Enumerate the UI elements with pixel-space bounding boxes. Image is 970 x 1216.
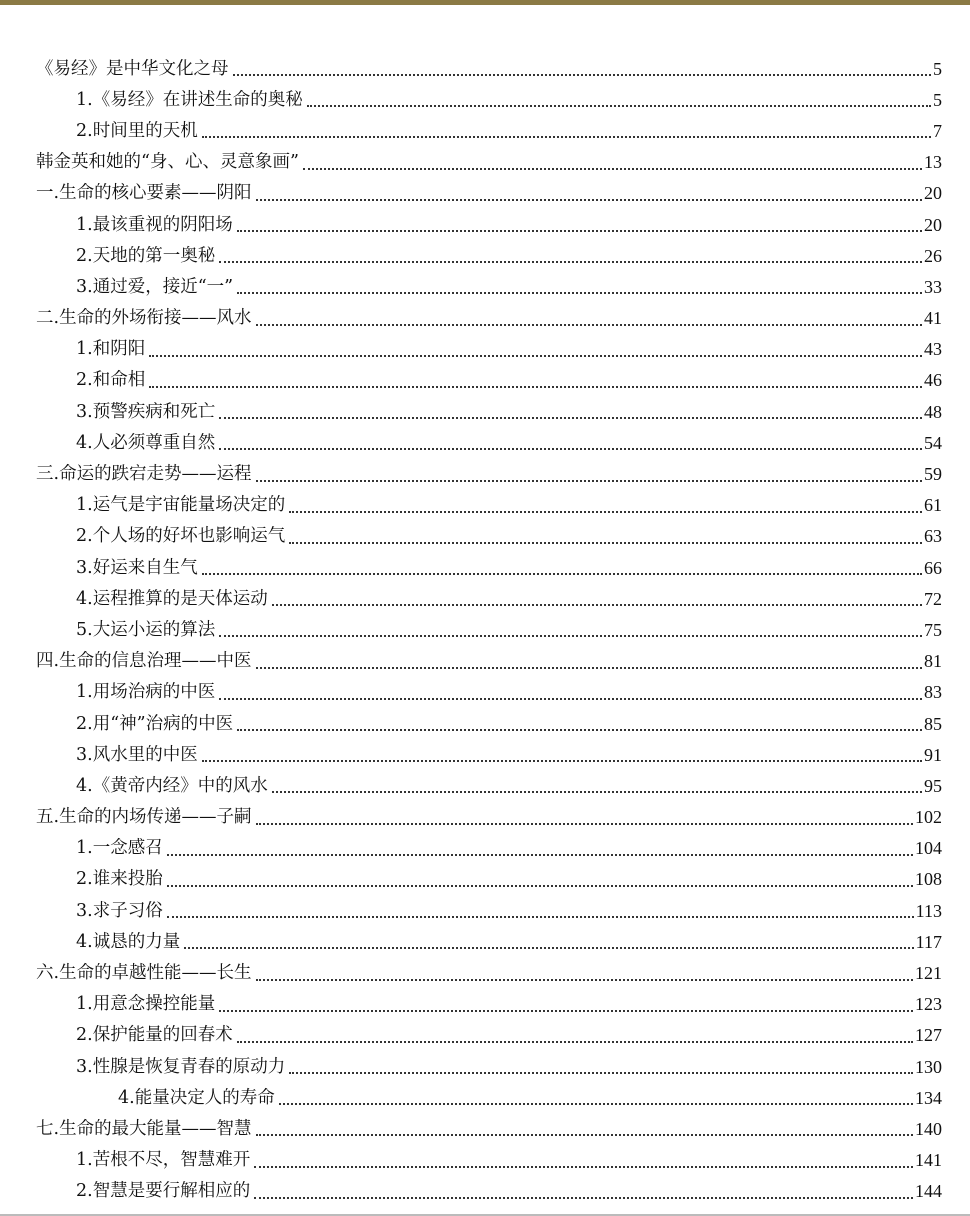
toc-entry[interactable]: [76, 271, 942, 302]
dot-leader: [237, 229, 922, 232]
toc-entry-page-number: 48: [924, 401, 942, 422]
dot-leader: [256, 198, 922, 201]
toc-entry[interactable]: [36, 802, 942, 833]
toc-entry-title: 1.用场治病的中医: [76, 682, 216, 703]
toc-entry-page-number: 104: [915, 838, 942, 859]
toc-entry-page-number: 5: [933, 89, 942, 110]
toc-entry-title: 1.一念感召: [76, 838, 163, 859]
toc-entry[interactable]: [76, 84, 942, 115]
toc-entry-title: 4.人必须尊重自然: [76, 432, 216, 453]
toc-entry[interactable]: [76, 614, 942, 645]
toc-entry[interactable]: [118, 1082, 942, 1113]
dot-leader: [149, 354, 922, 357]
toc-entry-title: 2.智慧是要行解相应的: [76, 1181, 251, 1202]
toc-entry-title: 2.个人场的好坏也影响运气: [76, 526, 286, 547]
dot-leader: [272, 790, 922, 793]
toc-entry-page-number: 108: [915, 869, 942, 890]
dot-leader: [279, 1102, 913, 1105]
toc-entry-page-number: 91: [924, 744, 942, 765]
dot-leader: [149, 385, 922, 388]
toc-entry[interactable]: [36, 178, 942, 209]
toc-entry-title: 2.谁来投胎: [76, 869, 163, 890]
toc-entry-title: 5.大运小运的算法: [76, 619, 216, 640]
toc-entry-page-number: 127: [915, 1025, 942, 1046]
dot-leader: [256, 978, 913, 981]
toc-entry-page-number: 117: [915, 931, 942, 952]
toc-entry[interactable]: [36, 303, 942, 334]
toc-entry-title: 1.苦根不尽，智慧难开: [76, 1150, 251, 1171]
toc-entry[interactable]: [76, 521, 942, 552]
dot-leader: [272, 603, 922, 606]
toc-entry-page-number: 46: [924, 370, 942, 391]
toc-entry[interactable]: [36, 1113, 942, 1144]
toc-entry-title: 3.好运来自生气: [76, 557, 198, 578]
toc-entry-title: 2.用“神”治病的中医: [76, 713, 234, 734]
toc-entry-title: 4.诚恳的力量: [76, 931, 181, 952]
dot-leader: [237, 1040, 913, 1043]
dot-leader: [256, 1133, 913, 1136]
toc-entry-page-number: 5: [933, 58, 942, 79]
dot-leader: [307, 104, 931, 107]
toc-entry-title: 三.命运的跌宕走势——运程: [36, 464, 252, 485]
toc-entry[interactable]: [36, 147, 942, 178]
toc-entry[interactable]: [76, 926, 942, 957]
dot-leader: [184, 946, 913, 949]
toc-entry[interactable]: [76, 490, 942, 521]
toc-entry[interactable]: [76, 1020, 942, 1051]
toc-entry-page-number: 140: [915, 1118, 942, 1139]
dot-leader: [219, 416, 922, 419]
toc-entry-page-number: 144: [915, 1181, 942, 1202]
toc-entry[interactable]: [76, 583, 942, 614]
toc-entry-title: 3.性腺是恢复青春的原动力: [76, 1056, 286, 1077]
toc-entry[interactable]: [76, 895, 942, 926]
dot-leader: [254, 1165, 913, 1168]
toc-entry[interactable]: [36, 458, 942, 489]
toc-entry-page-number: 59: [924, 464, 942, 485]
toc-entry[interactable]: [76, 427, 942, 458]
toc-entry[interactable]: [76, 1051, 942, 1082]
dot-leader: [219, 1009, 913, 1012]
toc-entry-title: 2.天地的第一奥秘: [76, 245, 216, 266]
toc-entry-title: 3.预警疾病和死亡: [76, 401, 216, 422]
toc-entry-page-number: 72: [924, 588, 942, 609]
table-of-contents: [0, 53, 970, 1207]
toc-entry-title: 3.通过爱，接近“一”: [76, 276, 234, 297]
dot-leader: [233, 73, 932, 76]
toc-entry-title: 1.《易经》在讲述生命的奥秘: [76, 89, 303, 110]
dot-leader: [237, 291, 922, 294]
toc-entry-page-number: 20: [924, 214, 942, 235]
toc-entry-page-number: 81: [924, 651, 942, 672]
dot-leader: [202, 572, 922, 575]
dot-leader: [167, 884, 913, 887]
toc-entry-page-number: 85: [924, 713, 942, 734]
toc-entry-page-number: 54: [924, 432, 942, 453]
toc-entry-title: 四.生命的信息治理——中医: [36, 651, 252, 672]
toc-entry-page-number: 33: [924, 276, 942, 297]
toc-entry[interactable]: [76, 1145, 942, 1176]
toc-entry[interactable]: [76, 1176, 942, 1207]
toc-entry-title: 4.运程推算的是天体运动: [76, 588, 268, 609]
toc-entry-page-number: 95: [924, 775, 942, 796]
toc-entry-page-number: 113: [915, 900, 942, 921]
toc-entry-title: 1.最该重视的阴阳场: [76, 214, 233, 235]
toc-entry-title: 一.生命的核心要素——阴阳: [36, 183, 252, 204]
toc-entry[interactable]: [76, 552, 942, 583]
toc-entry[interactable]: [36, 53, 942, 84]
toc-entry-title: 《易经》是中华文化之母: [36, 58, 229, 79]
toc-entry[interactable]: [36, 957, 942, 988]
dot-leader: [219, 447, 922, 450]
toc-entry-title: 3.风水里的中医: [76, 744, 198, 765]
dot-leader: [289, 510, 922, 513]
dot-leader: [289, 1071, 913, 1074]
toc-entry[interactable]: [76, 833, 942, 864]
toc-entry[interactable]: [76, 989, 942, 1020]
toc-entry-title: 韩金英和她的“身、心、灵意象画”: [36, 152, 299, 173]
toc-entry-page-number: 61: [924, 495, 942, 516]
toc-entry-page-number: 26: [924, 245, 942, 266]
toc-entry[interactable]: [76, 334, 942, 365]
dot-leader: [256, 323, 922, 326]
toc-entry-page-number: 13: [924, 152, 942, 173]
toc-entry[interactable]: [76, 708, 942, 739]
toc-entry[interactable]: [76, 396, 942, 427]
toc-entry-page-number: 20: [924, 183, 942, 204]
toc-entry-page-number: 63: [924, 526, 942, 547]
toc-entry-title: 1.和阴阳: [76, 339, 146, 360]
toc-entry-title: 六.生命的卓越性能——长生: [36, 963, 252, 984]
dot-leader: [167, 915, 914, 918]
dot-leader: [237, 728, 922, 731]
toc-entry-title: 五.生命的内场传递——子嗣: [36, 807, 252, 828]
toc-entry-page-number: 41: [924, 308, 942, 329]
toc-entry-page-number: 123: [915, 994, 942, 1015]
dot-leader: [202, 135, 931, 138]
toc-entry-page-number: 66: [924, 557, 942, 578]
toc-entry-title: 3.求子习俗: [76, 900, 163, 921]
dot-leader: [167, 853, 913, 856]
toc-entry-page-number: 121: [915, 963, 942, 984]
dot-leader: [254, 1196, 913, 1199]
toc-entry[interactable]: [76, 240, 942, 271]
toc-entry[interactable]: [76, 115, 942, 146]
toc-entry-page-number: 130: [915, 1056, 942, 1077]
toc-entry-page-number: 134: [915, 1087, 942, 1108]
toc-entry[interactable]: [76, 864, 942, 895]
toc-entry-page-number: 75: [924, 619, 942, 640]
dot-leader: [219, 260, 922, 263]
toc-entry[interactable]: [76, 209, 942, 240]
dot-leader: [256, 479, 922, 482]
dot-leader: [289, 541, 922, 544]
toc-entry[interactable]: [76, 770, 942, 801]
dot-leader: [202, 759, 922, 762]
toc-entry-title: 4.能量决定人的寿命: [118, 1087, 275, 1108]
dot-leader: [219, 634, 922, 637]
toc-entry-title: 4.《黄帝内经》中的风水: [76, 775, 268, 796]
dot-leader: [256, 666, 922, 669]
toc-entry[interactable]: [76, 677, 942, 708]
dot-leader: [256, 822, 913, 825]
toc-entry-title: 2.保护能量的回春术: [76, 1025, 233, 1046]
dot-leader: [303, 167, 922, 170]
toc-entry-page-number: 83: [924, 682, 942, 703]
toc-entry[interactable]: [76, 739, 942, 770]
toc-entry-title: 七.生命的最大能量——智慧: [36, 1118, 252, 1139]
toc-entry-page-number: 102: [915, 807, 942, 828]
toc-entry-title: 1.运气是宇宙能量场决定的: [76, 495, 286, 516]
dot-leader: [219, 697, 922, 700]
toc-entry-page-number: 141: [915, 1150, 942, 1171]
toc-entry[interactable]: [76, 365, 942, 396]
top-border: [0, 0, 970, 5]
toc-entry-title: 2.和命相: [76, 370, 146, 391]
toc-entry-page-number: 7: [933, 120, 942, 141]
toc-entry-page-number: 43: [924, 339, 942, 360]
toc-entry[interactable]: [36, 646, 942, 677]
toc-entry-title: 2.时间里的天机: [76, 120, 198, 141]
toc-entry-title: 二.生命的外场衔接——风水: [36, 308, 252, 329]
toc-entry-title: 1.用意念操控能量: [76, 994, 216, 1015]
